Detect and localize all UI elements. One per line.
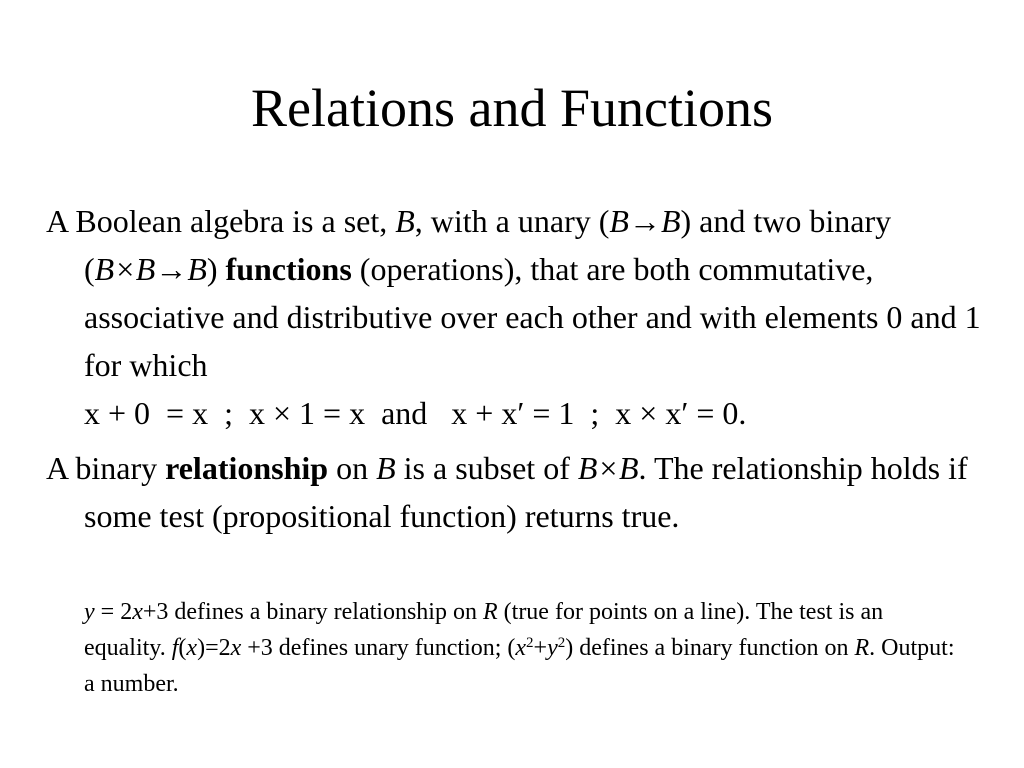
relationship-keyword: relationship (165, 450, 329, 486)
sub-eq2: +3 defines a binary relationship on (142, 599, 483, 625)
example-subparagraph (84, 594, 964, 702)
square-2: 2 (557, 635, 566, 651)
cartesian-product: B×B (577, 450, 639, 486)
sub-paren: ( (178, 635, 187, 661)
sub-tail: . Output: a number. (84, 635, 955, 697)
para1-mid1: , with a unary ( (414, 203, 610, 239)
var-y: y (84, 599, 95, 625)
para1-tail: (operations), that are both commutative, associative and distributive over each other and with elements 0 and 1 for which (84, 251, 981, 383)
para2-mid1: on (328, 450, 377, 486)
para2-mid2: is a subset of (395, 450, 578, 486)
var-x-4: x (515, 635, 527, 661)
func-f: f (171, 635, 179, 661)
binary-map: B×B→B (94, 251, 207, 287)
functions-keyword: functions (225, 251, 352, 287)
sub-mid3: ) defines a binary function on (565, 635, 855, 661)
boolean-identities-formula: x + 0 = x ; x × 1 = x and x + x′ = 1 ; x × x′ = 0. (84, 395, 747, 431)
set-b: B (395, 203, 415, 239)
unary-map: B→B (609, 203, 681, 239)
boolean-algebra-paragraph (46, 197, 1014, 437)
para2-lead: A binary (46, 450, 166, 486)
square-1: 2 (526, 635, 534, 651)
var-y-2: y (547, 635, 558, 661)
sub-mid1: (true for points on a line). The test is an equality. (84, 599, 884, 661)
set-r: R (482, 599, 498, 625)
var-x-3: x (230, 635, 242, 661)
sub-plus: + (533, 635, 548, 661)
para1-mid3: ) (206, 251, 226, 287)
set-r-2: R (854, 635, 870, 661)
sub-eq3: )=2 (197, 635, 231, 661)
para1-mid2: ) and two binary ( (84, 203, 892, 287)
var-x: x (132, 599, 143, 625)
para1-lead: A Boolean algebra is a set, (46, 203, 396, 239)
slide-title: Relations and Functions (251, 78, 773, 138)
set-b-2: B (376, 450, 396, 486)
para2-tail: . The relationship holds if some test (propositional function) returns true. (84, 450, 968, 534)
sub-eq1: = 2 (94, 599, 133, 625)
var-x-2: x (186, 635, 198, 661)
sub-mid2: +3 defines unary function; ( (241, 635, 516, 661)
binary-relationship-paragraph (46, 444, 1014, 540)
